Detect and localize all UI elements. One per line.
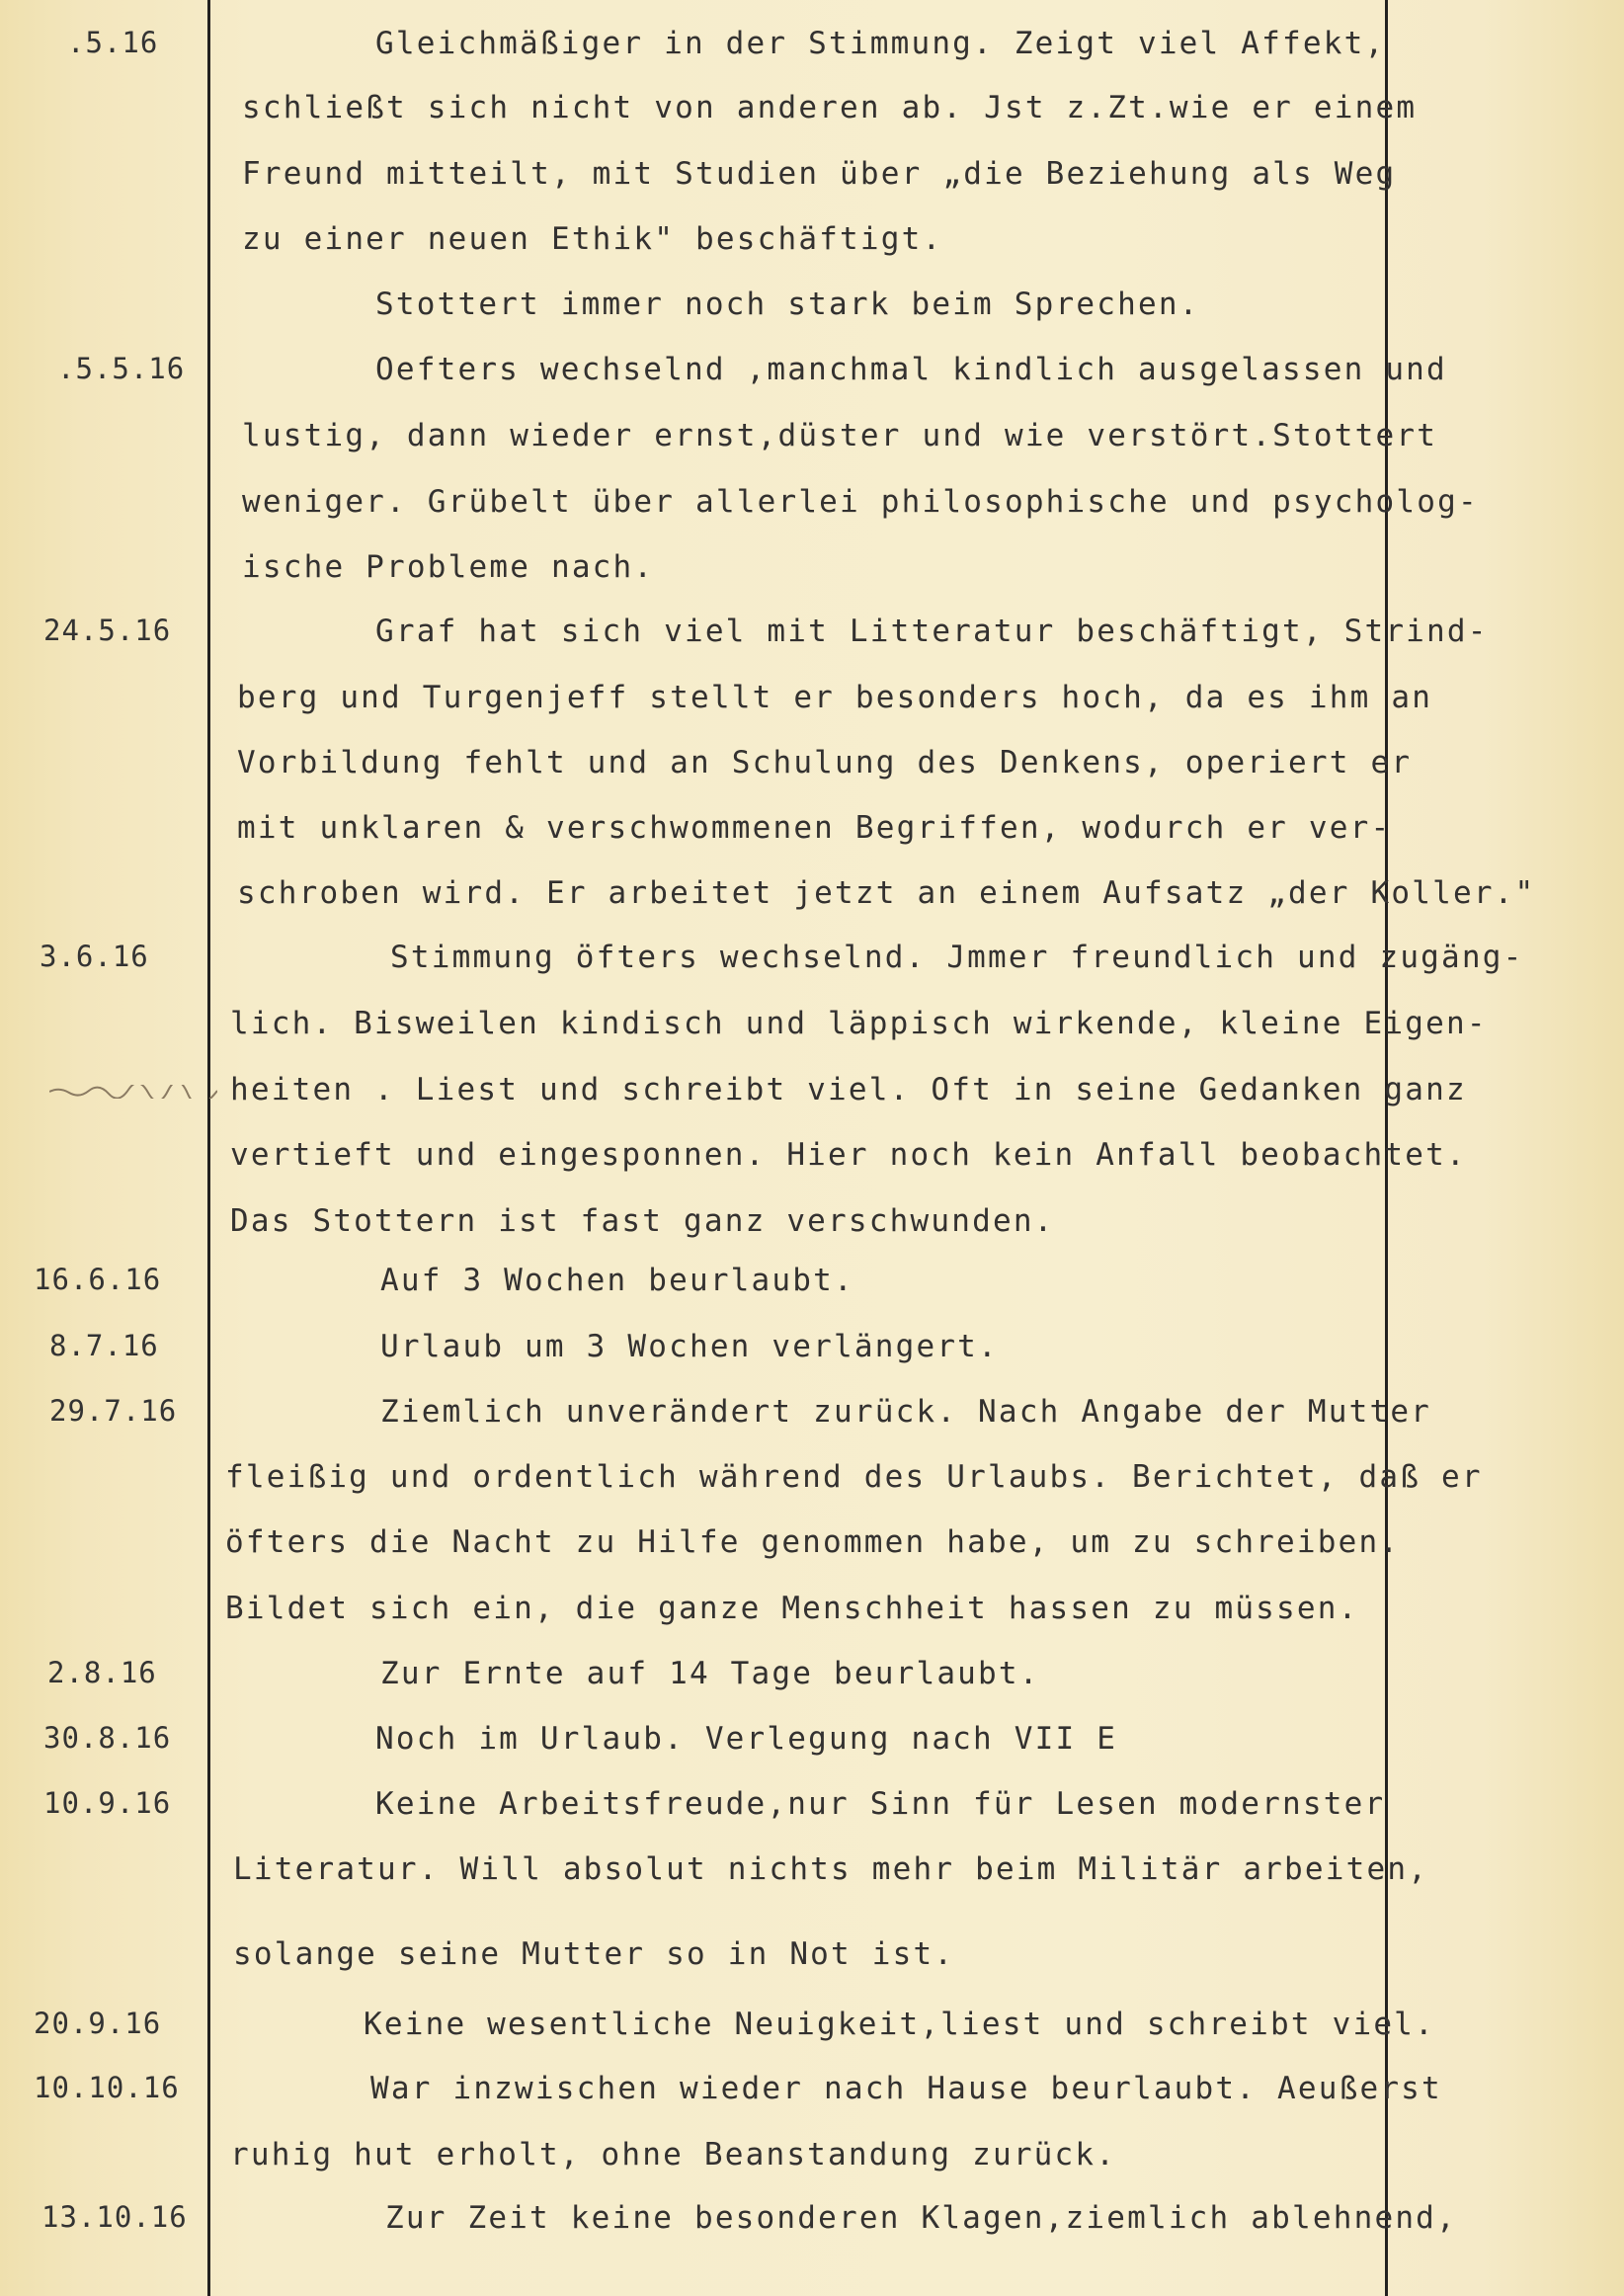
text-line: schließt sich nicht von anderen ab. Jst z.Zt.wie er einem <box>242 90 1418 125</box>
text-line: Das Stottern ist fast ganz verschwunden. <box>230 1203 1055 1239</box>
text-line: Keine wesentliche Neuigkeit,liest und schreibt viel. <box>364 2007 1435 2042</box>
entry-date: 30.8.16 <box>43 1721 172 1755</box>
text-line: Graf hat sich viel mit Litteratur beschäftigt, Strind- <box>375 614 1489 649</box>
text-line: fleißig und ordentlich während des Urlaubs. Berichtet, daß er <box>225 1459 1483 1495</box>
text-line: Ziemlich unverändert zurück. Nach Angabe der Mutter <box>380 1394 1432 1430</box>
text-line: Stottert immer noch stark beim Sprechen. <box>375 287 1200 322</box>
entry-date: 10.9.16 <box>43 1786 172 1820</box>
text-line: Gleichmäßiger in der Stimmung. Zeigt viel Affekt, <box>375 26 1386 61</box>
text-line: War inzwischen wieder nach Hause beurlaubt. Aeußerst <box>370 2071 1442 2106</box>
text-line: schroben wird. Er arbeitet jetzt an einem Aufsatz „der Koller." <box>237 875 1536 911</box>
text-line: Stimmung öfters wechselnd. Jmmer freundlich und zugäng- <box>390 940 1524 975</box>
text-line: Zur Ernte auf 14 Tage beurlaubt. <box>380 1656 1040 1691</box>
text-line: berg und Turgenjeff stellt er besonders hoch, da es ihm an <box>237 680 1433 715</box>
left-margin-rule <box>207 0 210 2296</box>
entry-date: .5.16 <box>67 26 159 59</box>
text-line: Noch im Urlaub. Verlegung nach VII E <box>375 1721 1118 1757</box>
entry-date: 8.7.16 <box>49 1329 159 1362</box>
text-line: öfters die Nacht zu Hilfe genommen habe, um zu schreiben. <box>225 1524 1401 1560</box>
text-line: ruhig hut erholt, ohne Beanstandung zurück. <box>230 2137 1117 2173</box>
entry-date: 20.9.16 <box>34 2007 162 2040</box>
text-line: Bildet sich ein, die ganze Menschheit hassen zu müssen. <box>225 1591 1359 1626</box>
text-line: Freund mitteilt, mit Studien über „die Beziehung als Weg <box>242 156 1397 192</box>
text-line: Literatur. Will absolut nichts mehr beim Militär arbeiten, <box>233 1851 1429 1887</box>
text-line: Auf 3 Wochen beurlaubt. <box>380 1263 854 1298</box>
entry-date: 29.7.16 <box>49 1394 178 1428</box>
entry-date: 2.8.16 <box>47 1656 157 1689</box>
text-line: Oefters wechselnd ,manchmal kindlich ausgelassen und <box>375 352 1447 387</box>
paper-tear-mark <box>49 1085 217 1099</box>
entry-date: 3.6.16 <box>40 940 149 973</box>
text-line: ische Probleme nach. <box>242 549 655 585</box>
text-line: Urlaub um 3 Wochen verlängert. <box>380 1329 999 1364</box>
text-line: Zur Zeit keine besonderen Klagen,ziemlich ablehnend, <box>385 2200 1457 2236</box>
entry-date: 16.6.16 <box>34 1263 162 1296</box>
text-line: lich. Bisweilen kindisch und läppisch wirkende, kleine Eigen- <box>230 1006 1488 1041</box>
text-line: mit unklaren & verschwommenen Begriffen, wodurch er ver- <box>237 810 1392 846</box>
text-line: weniger. Grübelt über allerlei philosophische und psycholog- <box>242 484 1479 520</box>
entry-date: 10.10.16 <box>34 2071 180 2104</box>
entry-date: 24.5.16 <box>43 614 172 647</box>
entry-date: 13.10.16 <box>41 2200 188 2234</box>
text-line: Keine Arbeitsfreude,nur Sinn für Lesen modernster <box>375 1786 1386 1822</box>
entry-date: .5.5.16 <box>57 352 186 385</box>
text-line: Vorbildung fehlt und an Schulung des Denkens, operiert er <box>237 745 1413 780</box>
text-line: vertieft und eingesponnen. Hier noch kein Anfall beobachtet. <box>230 1137 1467 1173</box>
text-line: heiten . Liest und schreibt viel. Oft in seine Gedanken ganz <box>230 1072 1467 1107</box>
text-line: zu einer neuen Ethik" beschäftigt. <box>242 221 943 257</box>
text-line: solange seine Mutter so in Not ist. <box>233 1936 955 1972</box>
text-line: lustig, dann wieder ernst,düster und wie verstört.Stottert <box>242 418 1438 453</box>
